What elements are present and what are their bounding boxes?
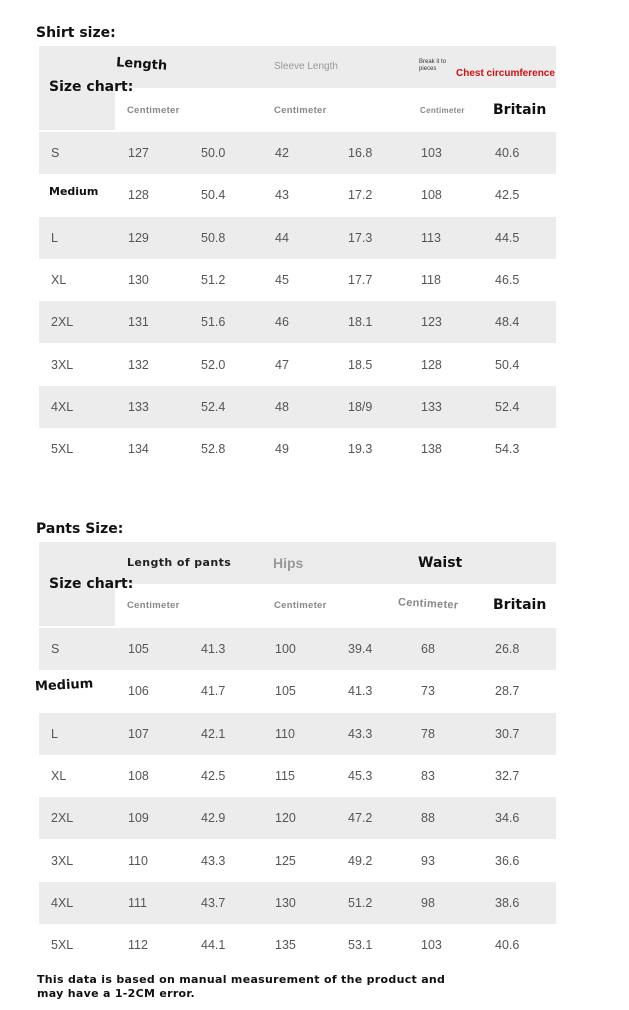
measurement-cm-a: 110 bbox=[128, 853, 148, 868]
table-row bbox=[39, 301, 556, 343]
measurement-cm-a: 132 bbox=[128, 357, 149, 372]
table-row bbox=[39, 755, 556, 797]
measurement-inch-b: 18.5 bbox=[348, 357, 373, 372]
shirt-break-note: Break it to pieces bbox=[419, 59, 447, 72]
measurement-britain-value: 38.6 bbox=[495, 895, 520, 910]
measurement-cm-a: 131 bbox=[128, 315, 149, 330]
measurement-cm-b: 100 bbox=[275, 642, 296, 656]
measurement-inch-b: 16.8 bbox=[348, 146, 373, 160]
table-row bbox=[39, 428, 556, 470]
measurement-cm-a: 111 bbox=[128, 895, 148, 910]
measurement-cm-b: 46 bbox=[275, 315, 289, 330]
measurement-cm-b: 110 bbox=[275, 726, 295, 741]
measurement-inch-a: 50.8 bbox=[201, 230, 226, 245]
pants-centimeter-label-2: Centimeter bbox=[274, 600, 327, 611]
measurement-inch-b: 53.1 bbox=[348, 938, 373, 953]
measurement-inch-b: 19.3 bbox=[348, 442, 373, 457]
shirt-length-header: Length bbox=[115, 55, 168, 74]
measurement-inch-a: 42.5 bbox=[201, 768, 226, 783]
measurement-cm-b: 48 bbox=[275, 399, 289, 414]
measurement-inch-b: 43.3 bbox=[348, 726, 373, 741]
measurement-inch-a: 52.0 bbox=[201, 357, 226, 372]
measurement-cm-a: 133 bbox=[128, 399, 149, 414]
table-row bbox=[39, 386, 556, 428]
measurement-inch-a: 42.1 bbox=[201, 726, 226, 741]
table-row bbox=[39, 132, 556, 174]
table-row bbox=[39, 924, 556, 966]
pants-size-table bbox=[34, 542, 556, 968]
table-row bbox=[39, 713, 556, 755]
measurement-cm-b: 105 bbox=[275, 684, 296, 699]
size-label: Medium bbox=[34, 676, 94, 695]
measurement-inch-a: 50.0 bbox=[201, 146, 226, 160]
measurement-britain-value: 32.7 bbox=[495, 768, 520, 783]
size-label: 4XL bbox=[51, 895, 74, 910]
measurement-cm-c: 68 bbox=[421, 642, 435, 656]
measurement-inch-a: 41.7 bbox=[201, 684, 226, 699]
measurement-cm-c: 93 bbox=[421, 853, 435, 868]
shirt-header-subrow bbox=[115, 88, 556, 130]
size-label: 4XL bbox=[51, 399, 74, 414]
measurement-cm-c: 98 bbox=[421, 895, 435, 910]
size-label: 5XL bbox=[51, 442, 74, 457]
measurement-britain-value: 40.6 bbox=[495, 938, 520, 953]
measurement-cm-b: 115 bbox=[275, 768, 295, 783]
table-row bbox=[39, 797, 556, 839]
measurement-cm-c: 113 bbox=[421, 230, 441, 245]
shirt-centimeter-label-3: Centimeter bbox=[420, 106, 465, 115]
measurement-cm-a: 105 bbox=[128, 642, 149, 656]
size-label: Medium bbox=[49, 185, 99, 199]
pants-header-subrow bbox=[115, 584, 556, 626]
measurement-britain-value: 42.5 bbox=[495, 188, 520, 203]
shirt-centimeter-label-1: Centimeter bbox=[127, 105, 180, 116]
size-label: S bbox=[51, 146, 60, 160]
size-label: 2XL bbox=[51, 315, 74, 330]
pants-waist-header: Waist bbox=[418, 555, 463, 571]
measurement-inch-a: 41.3 bbox=[201, 642, 226, 656]
measurement-inch-b: 18/9 bbox=[348, 399, 373, 414]
measurement-cm-b: 43 bbox=[275, 188, 289, 203]
measurement-cm-a: 129 bbox=[128, 230, 149, 245]
measurement-britain-value: 26.8 bbox=[495, 642, 520, 656]
measurement-britain-value: 54.3 bbox=[495, 442, 520, 457]
shirt-sleeve-length-header: Sleeve Length bbox=[274, 61, 338, 72]
shirt-size-table bbox=[39, 46, 556, 470]
measurement-inch-a: 42.9 bbox=[201, 811, 226, 826]
measurement-cm-a: 106 bbox=[128, 684, 149, 699]
measurement-inch-a: 50.4 bbox=[201, 188, 226, 203]
shirt-size-title: Shirt size: bbox=[36, 25, 116, 41]
measurement-cm-b: 120 bbox=[275, 811, 296, 826]
measurement-inch-a: 43.3 bbox=[201, 853, 226, 868]
table-row bbox=[39, 628, 556, 670]
measurement-cm-b: 44 bbox=[275, 230, 289, 245]
measurement-cm-a: 130 bbox=[128, 272, 149, 287]
pants-britain-header: Britain bbox=[493, 597, 547, 613]
shirt-centimeter-label-2: Centimeter bbox=[274, 105, 327, 116]
measurement-inch-b: 51.2 bbox=[348, 895, 373, 910]
measurement-inch-b: 39.4 bbox=[348, 642, 373, 656]
measurement-inch-b: 49.2 bbox=[348, 853, 373, 868]
measurement-cm-c: 108 bbox=[421, 188, 442, 203]
table-row bbox=[39, 344, 556, 386]
size-label: 5XL bbox=[51, 938, 74, 953]
measurement-cm-a: 109 bbox=[128, 811, 149, 826]
measurement-cm-a: 112 bbox=[128, 938, 148, 953]
measurement-cm-a: 134 bbox=[128, 442, 149, 457]
pants-length-header: Length of pants bbox=[127, 556, 232, 569]
table-row bbox=[39, 840, 556, 882]
measurement-inch-a: 43.7 bbox=[201, 895, 226, 910]
measurement-inch-a: 44.1 bbox=[201, 938, 226, 953]
size-label: 3XL bbox=[51, 853, 74, 868]
measurement-cm-b: 130 bbox=[275, 895, 296, 910]
table-row bbox=[39, 259, 556, 301]
measurement-cm-c: 133 bbox=[421, 399, 442, 414]
shirt-size-chart-label: Size chart: bbox=[49, 79, 134, 95]
size-label: 3XL bbox=[51, 357, 74, 372]
measurement-inch-a: 51.2 bbox=[201, 272, 226, 287]
table-row bbox=[34, 670, 556, 712]
measurement-cm-c: 83 bbox=[421, 768, 435, 783]
pants-size-title: Pants Size: bbox=[36, 521, 124, 537]
measurement-britain-value: 28.7 bbox=[495, 684, 520, 699]
measurement-cm-a: 128 bbox=[128, 188, 149, 203]
size-label: 2XL bbox=[51, 811, 74, 826]
size-label: XL bbox=[51, 768, 67, 783]
measurement-britain-value: 40.6 bbox=[495, 146, 520, 160]
measurement-inch-a: 52.4 bbox=[201, 399, 226, 414]
measurement-cm-b: 42 bbox=[275, 146, 289, 160]
measurement-cm-b: 125 bbox=[275, 853, 296, 868]
measurement-cm-b: 47 bbox=[275, 357, 289, 372]
measurement-britain-value: 34.6 bbox=[495, 811, 520, 826]
measurement-inch-b: 17.3 bbox=[348, 230, 373, 245]
size-label: L bbox=[51, 230, 58, 245]
measurement-cm-c: 73 bbox=[421, 684, 435, 699]
measurement-inch-b: 17.2 bbox=[348, 188, 373, 203]
table-row bbox=[39, 217, 556, 259]
measurement-cm-c: 88 bbox=[421, 811, 435, 826]
measurement-britain-value: 36.6 bbox=[495, 853, 520, 868]
measurement-cm-b: 45 bbox=[275, 272, 289, 287]
table-row bbox=[39, 174, 556, 216]
measurement-cm-b: 49 bbox=[275, 442, 289, 457]
pants-size-chart-label: Size chart: bbox=[49, 576, 134, 592]
measurement-cm-c: 118 bbox=[421, 272, 441, 287]
measurement-cm-c: 123 bbox=[421, 315, 442, 330]
measurement-inch-a: 51.6 bbox=[201, 315, 226, 330]
size-label: S bbox=[51, 642, 60, 656]
measurement-cm-a: 108 bbox=[128, 768, 149, 783]
measurement-cm-a: 107 bbox=[128, 726, 149, 741]
measurement-cm-a: 127 bbox=[128, 146, 149, 160]
shirt-chest-header: Chest circumference bbox=[456, 68, 555, 79]
measurement-cm-c: 103 bbox=[421, 146, 442, 160]
measurement-inch-b: 18.1 bbox=[348, 315, 373, 330]
measurement-inch-b: 41.3 bbox=[348, 684, 373, 699]
measurement-cm-c: 78 bbox=[421, 726, 435, 741]
pants-hips-header: Hips bbox=[273, 555, 304, 571]
shirt-britain-header: Britain bbox=[493, 102, 547, 118]
size-label: L bbox=[51, 726, 58, 741]
measurement-cm-b: 135 bbox=[275, 938, 296, 953]
measurement-britain-value: 48.4 bbox=[495, 315, 520, 330]
measurement-cm-c: 128 bbox=[421, 357, 442, 372]
measurement-britain-value: 44.5 bbox=[495, 230, 520, 245]
measurement-britain-value: 52.4 bbox=[495, 399, 520, 414]
pants-centimeter-label-1: Centimeter bbox=[127, 600, 180, 611]
table-row bbox=[39, 882, 556, 924]
measurement-britain-value: 30.7 bbox=[495, 726, 520, 741]
measurement-inch-b: 47.2 bbox=[348, 811, 373, 826]
measurement-britain-value: 46.5 bbox=[495, 272, 520, 287]
pants-centimeter-label-3: Centimeter bbox=[397, 596, 459, 612]
measurement-inch-b: 17.7 bbox=[348, 272, 373, 287]
measurement-note: This data is based on manual measurement of the product and may have a 1-2CM error. bbox=[37, 973, 446, 1000]
measurement-inch-b: 45.3 bbox=[348, 768, 373, 783]
measurement-cm-c: 103 bbox=[421, 938, 442, 953]
size-label: XL bbox=[51, 272, 67, 287]
measurement-inch-a: 52.8 bbox=[201, 442, 226, 457]
measurement-cm-c: 138 bbox=[421, 442, 442, 457]
measurement-britain-value: 50.4 bbox=[495, 357, 520, 372]
